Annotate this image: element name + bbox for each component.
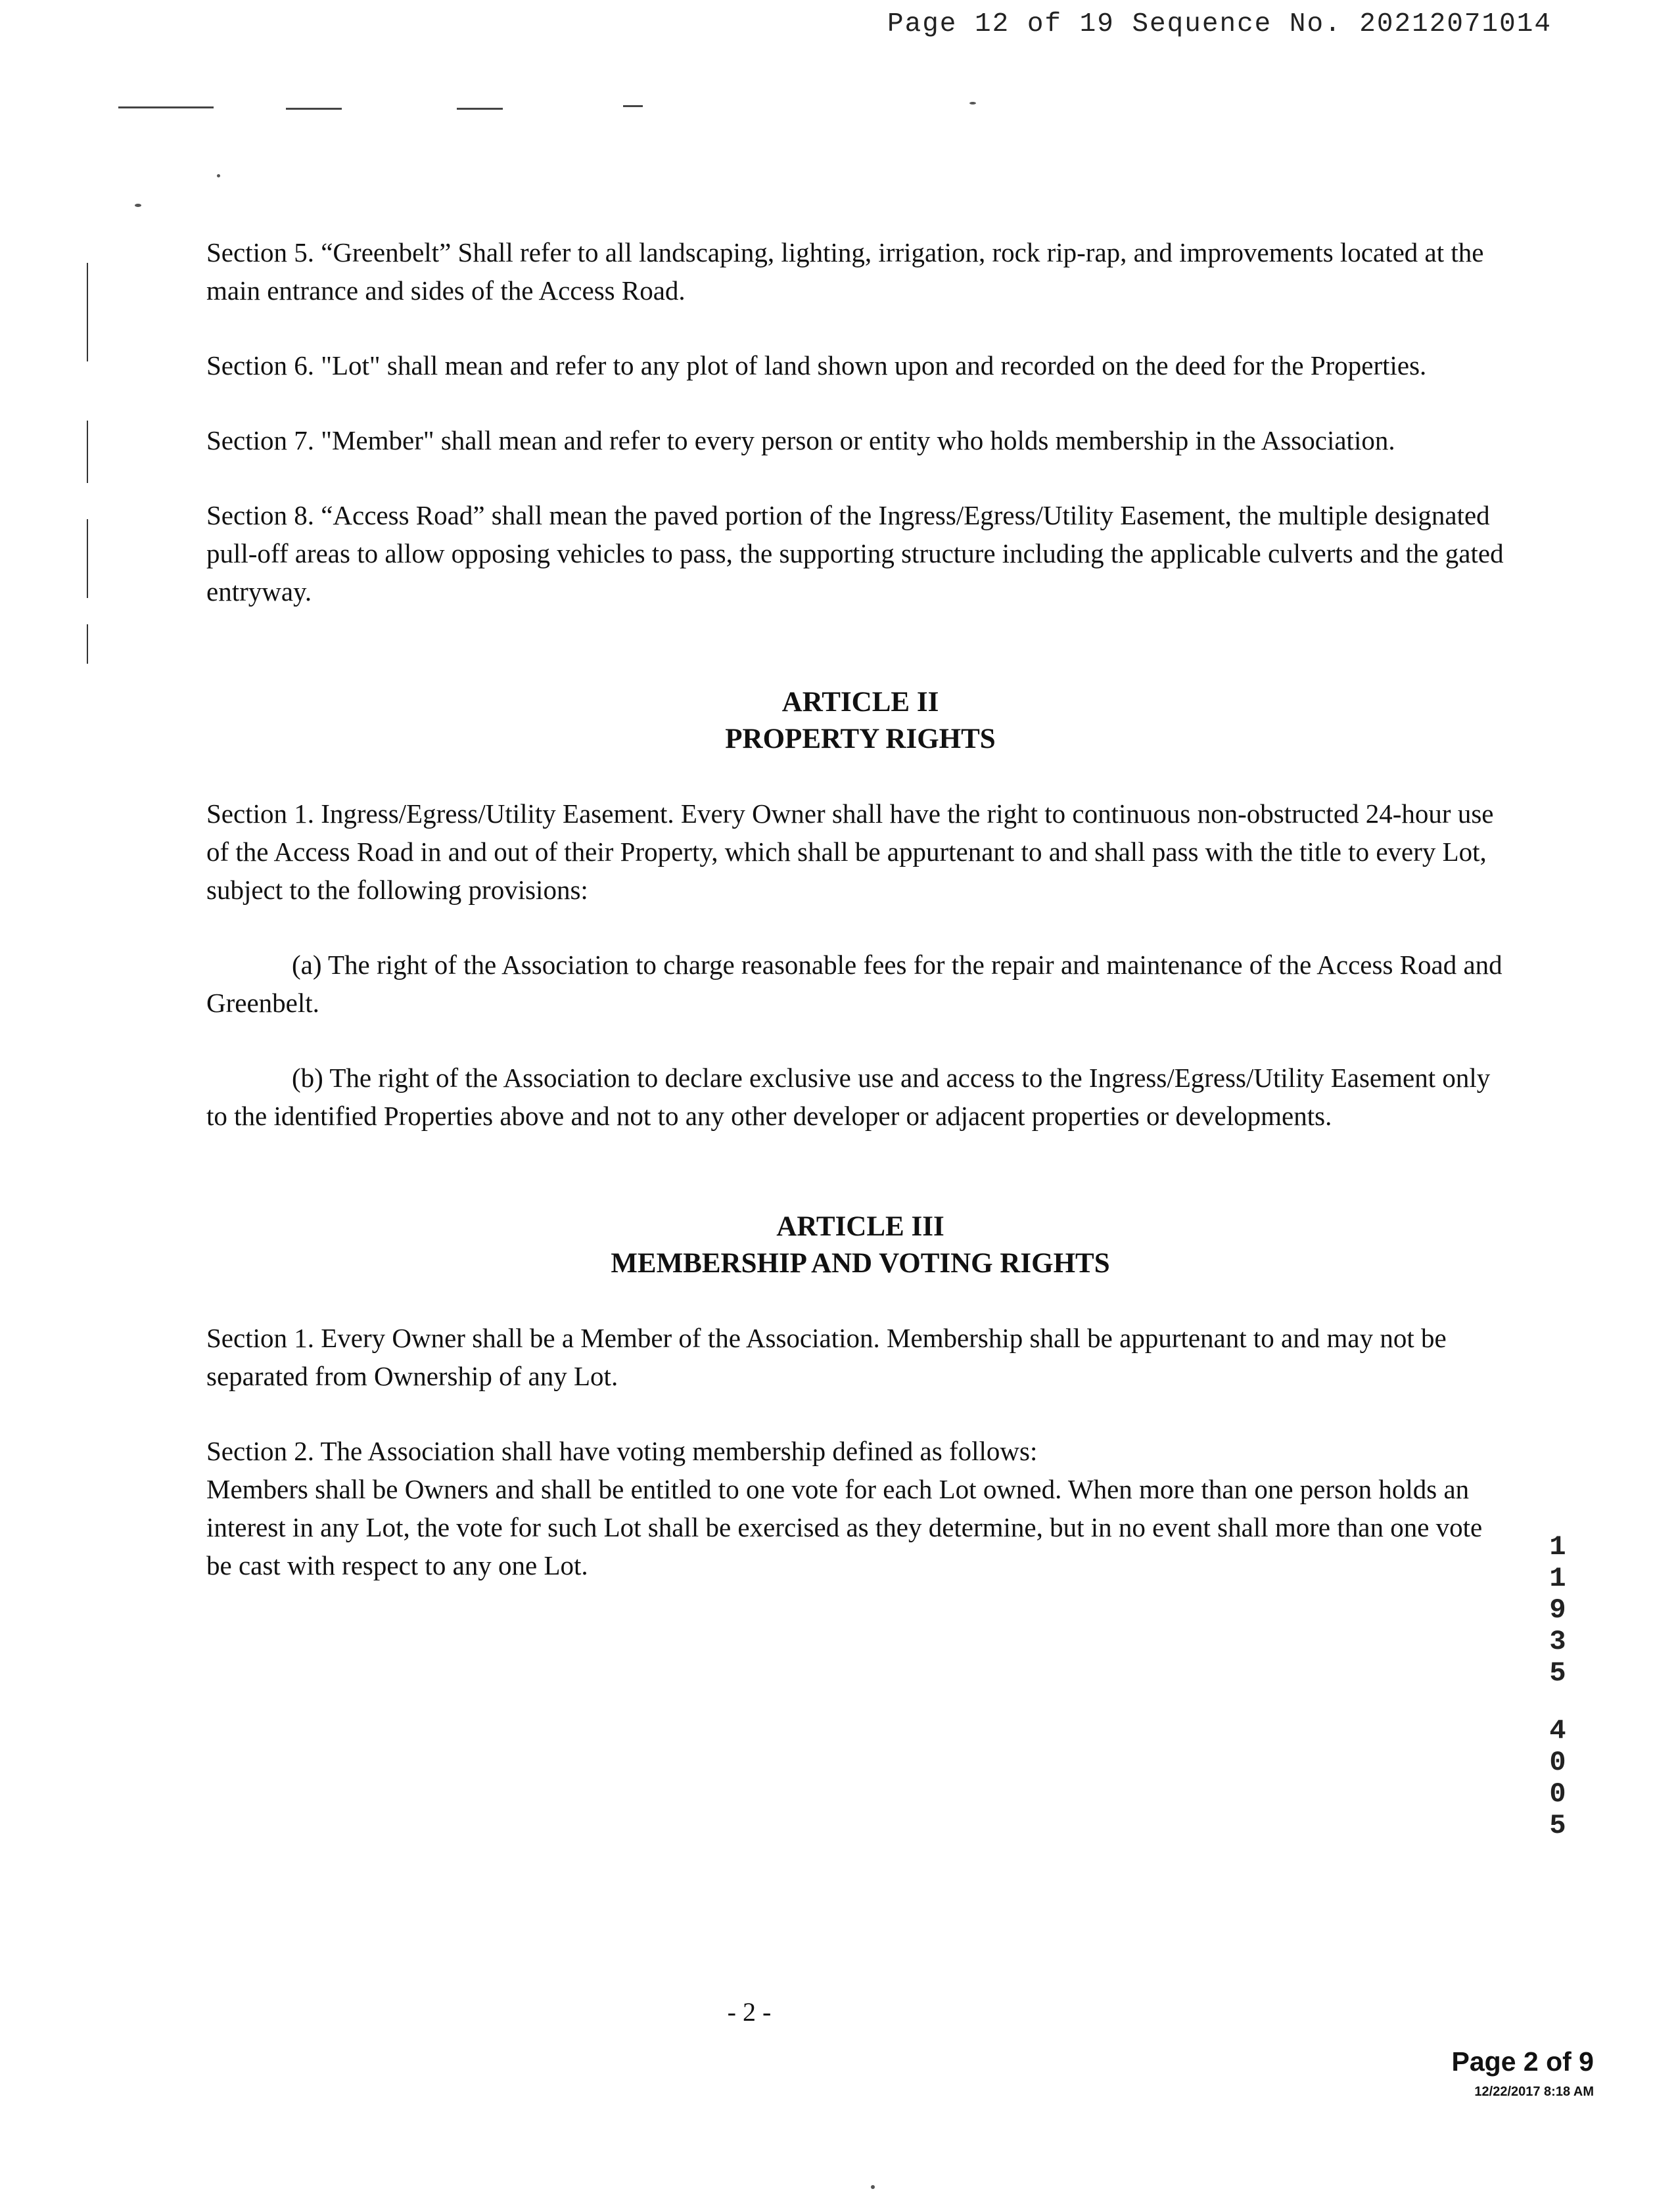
stamp-digit: 5 <box>1549 1657 1566 1689</box>
sequence-stamp: Page 12 of 19 Sequence No. 20212071014 <box>887 9 1552 39</box>
stamp-digit: 0 <box>1549 1747 1566 1778</box>
article-3-section-2 <box>206 1432 1514 1584</box>
article-2-heading <box>206 684 1514 758</box>
article-3-section-1: Section 1. Every Owner shall be a Member of the Association. Membership shall be appurtenant to and may not be separated from Ownership of any Lot. <box>206 1323 1447 1391</box>
scan-dash <box>118 106 214 108</box>
scan-dash <box>623 105 643 107</box>
article-3-subtitle: MEMBERSHIP AND VOTING RIGHTS <box>611 1248 1110 1279</box>
margin-bar <box>87 421 88 483</box>
scan-speck <box>217 174 220 177</box>
section-8: Section 8. “Access Road” shall mean the paved portion of the Ingress/Egress/Utility Easement, the multiple designated pull-off areas to allow opposing vehicles to pass, the supporting structure including the applicable culverts and the gated entryway. <box>206 500 1504 607</box>
footer-timestamp: 12/22/2017 8:18 AM <box>1474 2085 1594 2099</box>
side-document-stamp <box>1541 1531 1574 1841</box>
provision-b: (b) The right of the Association to declare exclusive use and access to the Ingress/Egress/Utility Easement only to the identified Properties above and not to any other developer or adjacent properties or developments. <box>206 1063 1491 1131</box>
margin-bar <box>87 624 88 664</box>
scan-speck <box>135 204 141 207</box>
scan-dash <box>457 108 503 110</box>
scan-speck <box>969 102 976 104</box>
article-3-heading <box>206 1209 1514 1282</box>
stamp-digit: 0 <box>1549 1778 1566 1810</box>
stamp-gap <box>1541 1689 1574 1715</box>
provision-a: (a) The right of the Association to charge reasonable fees for the repair and maintenance of the Access Road and Greenbelt. <box>206 950 1502 1018</box>
margin-bar <box>87 263 88 361</box>
section-6: Section 6. "Lot" shall mean and refer to any plot of land shown upon and recorded on the deed for the Properties. <box>206 350 1427 380</box>
article-2-title: ARTICLE II <box>781 687 939 718</box>
scan-dash <box>286 108 342 110</box>
article-2-subtitle: PROPERTY RIGHTS <box>725 724 996 754</box>
stamp-digit: 1 <box>1549 1531 1566 1563</box>
section-2-body: Members shall be Owners and shall be entitled to one vote for each Lot owned. When more than one person holds an interest in any Lot, the vote for such Lot shall be exercised as they determine, but in no event shall more than one vote be cast with respect to any one Lot. <box>206 1474 1483 1580</box>
stamp-digit: 5 <box>1549 1810 1566 1841</box>
document-body <box>206 233 1514 1584</box>
footer-page-count: Page 2 of 9 <box>1451 2046 1594 2077</box>
stamp-digit: 4 <box>1549 1715 1566 1747</box>
stamp-digit: 1 <box>1549 1563 1566 1594</box>
article-2-section-1: Section 1. Ingress/Egress/Utility Easement. Every Owner shall have the right to continuous non-obstructed 24-hour use of the Access Road in and out of their Property, which shall be appurtenant to and shall pass with the title to every Lot, subject to the following provisions: <box>206 798 1494 905</box>
stamp-digit: 9 <box>1549 1594 1566 1626</box>
article-3-title: ARTICLE III <box>776 1211 944 1242</box>
margin-bar <box>87 519 88 598</box>
section-7: Section 7. "Member" shall mean and refer to every person or entity who holds membership in the Association. <box>206 425 1395 455</box>
stamp-digit: 3 <box>1549 1626 1566 1657</box>
section-2-intro: Section 2. The Association shall have voting membership defined as follows: <box>206 1436 1038 1466</box>
scan-speck <box>871 2185 875 2189</box>
section-5: Section 5. “Greenbelt” Shall refer to all landscaping, lighting, irrigation, rock rip-rap, and improvements located at the main entrance and sides of the Access Road. <box>206 237 1484 306</box>
page-number: - 2 - <box>727 1997 772 2027</box>
